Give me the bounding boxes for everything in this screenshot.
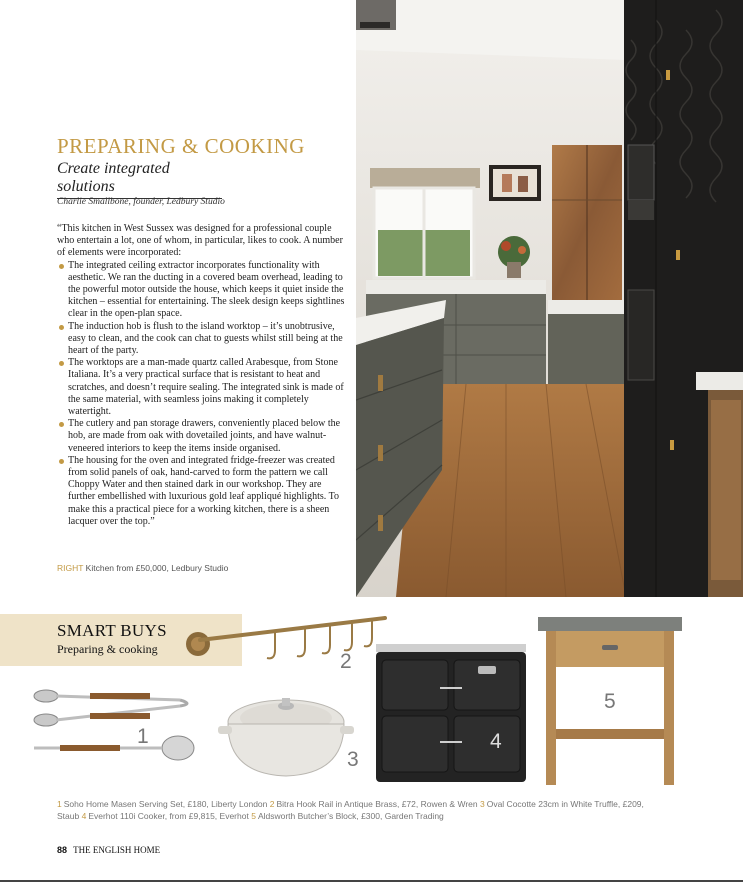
credit-num-4: 4 xyxy=(81,811,87,821)
credit-text-1: Soho Home Masen Serving Set, £180, Liberty London xyxy=(63,799,268,809)
bullet-storage-drawers: The cutlery and pan storage drawers, conveniently placed below the hob, are made from oak with dovetailed joints, and have walnut-veneered interiors to keep the items inside organised. xyxy=(57,418,347,455)
product-number-4: 4 xyxy=(490,730,502,753)
article-bullet-list xyxy=(57,260,347,528)
caption-text: Kitchen from £50,000, Ledbury Studio xyxy=(85,563,229,573)
page-number: 88 xyxy=(57,845,68,855)
credit-num-3: 3 xyxy=(479,799,485,809)
credit-text-5: Aldsworth Butcher’s Block, £300, Garden Trading xyxy=(257,811,444,821)
bullet-extractor: The integrated ceiling extractor incorporates functionality with aesthetic. We ran the ducting in a covered beam overhead, leading to the powerful motor outside the house, which keeps it quiet inside the kitchen – essential for entertaining. The sleek design keeps sightlines clear in the open-plan space. xyxy=(57,260,347,321)
cocotte-image xyxy=(216,684,356,784)
product-number-1: 1 xyxy=(137,725,149,748)
product-number-3: 3 xyxy=(347,748,359,771)
article-body xyxy=(57,223,347,528)
bullet-induction-hob: The induction hob is flush to the island worktop – it’s unobtrusive, easy to clean, and the cook can chat to guests whilst still being at the heart of the party. xyxy=(57,321,347,358)
smart-buys-subtitle: Preparing & cooking xyxy=(57,642,158,656)
credit-num-2: 2 xyxy=(269,799,275,809)
product-number-2: 2 xyxy=(340,650,352,673)
credit-num-1: 1 xyxy=(57,799,62,809)
credit-num-5: 5 xyxy=(251,811,256,821)
bullet-housing: The housing for the oven and integrated fridge-freezer was created from solid panels of oak, hand-carved to form the pattern we call Choppy Water and then stained dark in our workshop. They are further embellished with luxurious gold leaf appliqué highlights. To make this a practical piece for a working kitchen, there is a sheen lacquer over the top.” xyxy=(57,455,347,528)
article-heading: PREPARING & COOKING xyxy=(57,134,305,158)
article-byline: Charlie Smallbone, founder, Ledbury Studio xyxy=(57,197,225,207)
article-subheading: Create integrated solutions xyxy=(57,160,222,199)
credit-text-4: Everhot 110i Cooker, from £9,815, Everhot xyxy=(88,811,249,821)
credit-text-3: Oval Cocotte 23cm in White Truffle, £209, Staub xyxy=(57,799,644,821)
smart-buys-title: SMART BUYS xyxy=(57,621,167,640)
page-footer xyxy=(57,845,160,855)
product-number-5: 5 xyxy=(604,690,616,713)
caption-label: RIGHT xyxy=(57,563,84,573)
magazine-name: THE ENGLISH HOME xyxy=(73,845,161,855)
bullet-worktops: The worktops are a man-made quartz called Arabesque, from Stone Italiana. It’s a very practical surface that is resistant to heat and scratches, and doesn’t require sealing. The integrated sink is made of the same material, with seamless joins making it completely watertight. xyxy=(57,357,347,418)
credit-text-2: Bitra Hook Rail in Antique Brass, £72, Rowen & Wren xyxy=(276,799,478,809)
photo-caption xyxy=(57,563,228,573)
kitchen-photo xyxy=(356,0,743,597)
product-credits xyxy=(57,798,657,822)
article-intro: “This kitchen in West Sussex was designed for a professional couple who entertain a lot, one of whom, in particular, likes to cook. A number of elements were incorporated: xyxy=(57,223,343,259)
cooker-image xyxy=(374,642,528,782)
serving-set-image xyxy=(30,686,200,766)
hook-rail-image xyxy=(180,612,390,682)
